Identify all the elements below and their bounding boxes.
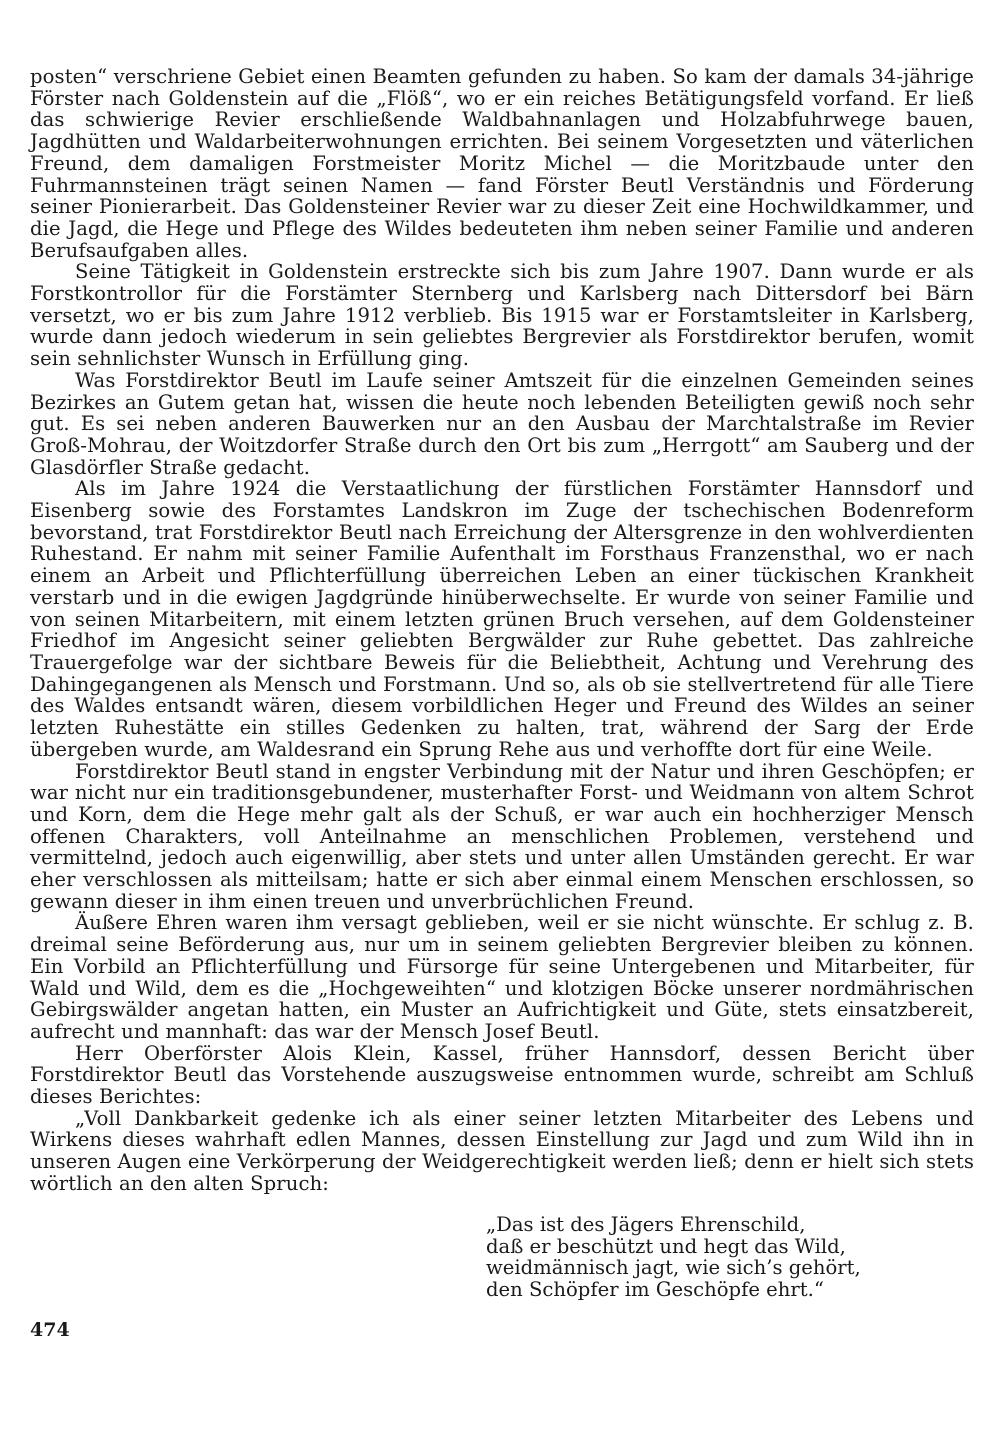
verse-line: den Schöpfer im Geschöpfe ehrt.“ (486, 1278, 824, 1302)
page-number: 474 (30, 1319, 70, 1341)
verse-line: „Das ist des Jägers Ehrenschild, (486, 1213, 806, 1236)
paragraph-beutl-goldenstein: posten“ verschriene Gebiet einen Beamten gefunden zu haben. So kam der damals 34-jährige Förster nach Goldenstein auf die „Flöß“, wo er ein reiches Betätigungsfeld vorfand. Er ließ das schwierige Revier erschließende Waldbahnanlagen und Holzabfuhrwege bauen, Jagdhütten und Waldarbeiterwohnungen errichten. Bei seinem Vorgesetzten und väterlichen Freund, dem damaligen Forstmeister Moritz Michel — die Moritzbaude unter den Fuhrmannsteinen trägt seinen Namen — fand Förster Beutl Verständnis und Förderung seiner Pionierarbeit. Das Goldensteiner Revier war zu dieser Zeit eine Hochwildkammer, und die Jagd, die Hege und Pflege des Wildes bedeuteten ihm neben seiner Familie und anderen Berufsaufgaben alles. (30, 65, 974, 262)
verse-line: weidmännisch jagt, wie sich’s gehört, (486, 1256, 861, 1280)
paragraph-character: Forstdirektor Beutl stand in engster Verbindung mit der Natur und ihren Geschöpfen; er war nicht nur ein traditionsgebundener, musterhafter Forst- und Weidmann von altem Schrot und Korn, dem die Hege mehr galt als der Schuß, er war auch ein hochherziger Mensch offenen Charakters, voll Anteilnahme an menschlichen Problemen, verstehend und vermittelnd, jedoch auch eigenwillig, aber stets und unter allen Umständen gerecht. Er war eher verschlossen als mitteilsam; hatte er sich aber einmal einem Menschen erschlossen, so gewann dieser in ihm einen treuen und unverbrüchlichen Freund. (30, 759, 974, 913)
paragraph-road-construction: Was Forstdirektor Beutl im Laufe seiner Amtszeit für die einzelnen Gemeinden seines Bezirkes an Gutem getan hat, wissen die heute noch lebenden Beteiligten gewiß noch sehr gut. Es sei neben anderen Bauwerken nur an den Ausbau der Marchtalstraße im Revier Groß-Mohrau, der Woitzdorfer Straße durch den Ort bis zum „Herrgott“ am Sauberg und der Glasdörfler Straße gedacht. (30, 368, 974, 479)
paragraph-retirement-death: Als im Jahre 1924 die Verstaatlichung der fürstlichen Forstämter Hannsdorf und Eisenberg sowie des Forstamtes Landskron im Zuge der tschechischen Bodenreform bevorstand, trat Forstdirektor Beutl nach Erreichung der Altersgrenze in den wohlverdienten Ruhestand. Er nahm mit seiner Familie Aufenthalt im Forsthaus Franzensthal, wo er nach einem an Arbeit und Pflichterfüllung überreichen Leben an einer tückischen Krankheit verstarb und in die ewigen Jagdgründe hinüberwechselte. Er wurde von seiner Familie und von seinen Mitarbeitern, mit einem letzten grünen Bruch versehen, auf dem Goldensteiner Friedhof im Angesicht seiner geliebten Bergwälder zur Ruhe gebettet. Das zahlreiche Trauergefolge war der sichtbare Beweis für die Beliebtheit, Achtung und Verehrung des Dahingegangenen als Mensch und Forstmann. Und so, als ob sie stellvertretend für alle Tiere des Waldes entsandt wären, diesem vorbildlichen Heger und Freund des Wildes an seiner letzten Ruhestätte ein stilles Gedenken zu halten, trat, während der Sarg der Erde übergeben wurde, am Waldesrand ein Sprung Rehe aus und verhoffte dort für eine Weile. (30, 477, 974, 761)
hunters-verse (486, 1214, 906, 1301)
paragraph-career-postings: Seine Tätigkeit in Goldenstein erstreckte sich bis zum Jahre 1907. Dann wurde er als Forstkontrollor für die Forstämter Sternberg und Karlsberg nach Dittersdorf bei Bärn versetzt, wo er bis zum Jahre 1912 verblieb. Bis 1915 war er Forstamtsleiter in Karlsberg, wurde dann jedoch wiederum in sein geliebtes Bergrevier als Forstdirektor berufen, womit sein sehnlichster Wunsch in Erfüllung ging. (30, 260, 974, 371)
verse-line: daß er beschützt und hegt das Wild, (486, 1234, 846, 1258)
body-text (30, 66, 974, 1195)
paragraph-quotation: „Voll Dankbarkeit gedenke ich als einer seiner letzten Mitarbeiter des Lebens und Wirkens dieses wahrhaft edlen Mannes, dessen Einstellung zur Jagd und zum Wild ihn in unseren Augen eine Verkörperung der Weidgerechtigkeit werden ließ; denn er hielt sich stets wörtlich an den alten Spruch: (30, 1106, 974, 1195)
paragraph-report-source: Herr Oberförster Alois Klein, Kassel, früher Hannsdorf, dessen Bericht über Forstdirektor Beutl das Vorstehende auszugsweise entnommen wurde, schreibt am Schluß dieses Berichtes: (30, 1041, 974, 1109)
paragraph-honours: Äußere Ehren waren ihm versagt geblieben, weil er sie nicht wünschte. Er schlug z. B. dreimal seine Beförderung aus, nur um in seinem geliebten Bergrevier bleiben zu können. Ein Vorbild an Pflichterfüllung und Fürsorge für seine Untergebenen und Mitarbeiter, für Wald und Wild, dem es die „Hochgeweihten“ und klotzigen Böcke unserer nordmährischen Gebirgswälder angetan hatten, ein Muster an Aufrichtigkeit und Güte, stets einsatzbereit, aufrecht und mannhaft: das war der Mensch Josef Beutl. (30, 911, 974, 1043)
